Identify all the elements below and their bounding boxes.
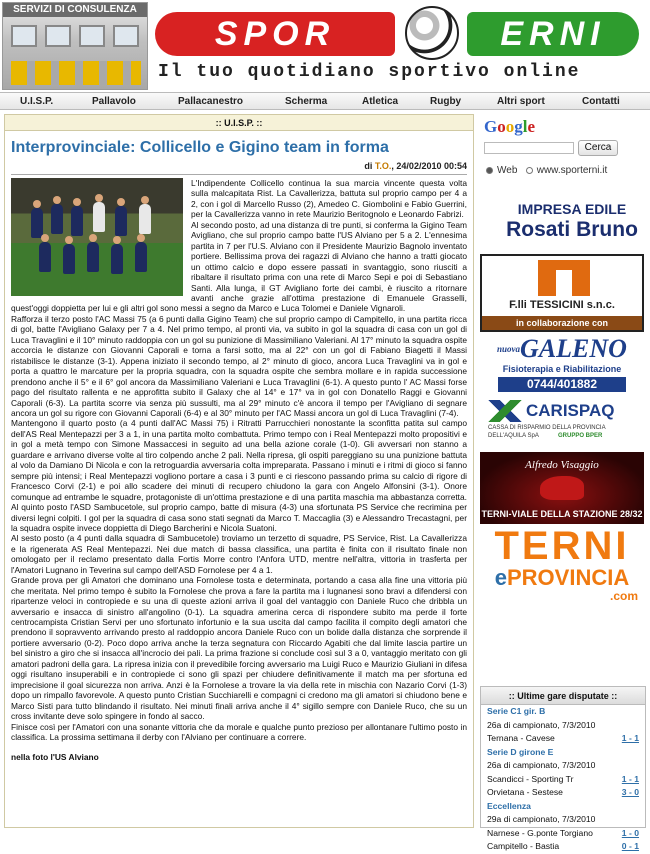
- gare-league: Serie D girone E: [487, 746, 554, 757]
- article-paragraph: Rafforza il terzo posto l'AC Massi 75 (a 6 punti dalla Gigino Team) che sul proprio campo di Campitello, in una partita ricca di gol, batte l'Avigliano Galaxy per 7 a 4. Nel primo tempo, al pronti via, va subito in gol la squadra di casa con un gol di Luca Travaglini e il 10° minuto raddoppia con un gol su punizione di Massimiliano Valeriani. Al 17° minuto la squadra ospite accorcia le distanze con Giovanni Caporali e torna a farsi sotto, ma al 22° con un gol di Fabiano Biagetti il Massi ristabilisce le distanze (3-1). Appena iniziato il secondo tempo, al 2° minuto di gioco, ancora Luca Travaglini va in gol e porta a quattro le marcature per la propria squadra, con la squadra ospite che sembra mollare e in rapida successione prendono anche il 5° e il 6° gol ancora da Massimiliano Valeriani e Luca Travaglini (6-1). A questo punto l' AC Massi forse pago del risultato rallenta e ne approfitta subito il Galaxy che al 14° e 17° va in gol con Donatello Raggi e Giovanni Caporali (6-3). La partita scorre via senza più sussulti, ma al 29° minuto c'è ancora il tempo per l'Avigliano di segnare ancora un gol su rigore con Giovanni Caporali (6-4) e al 30° minuto per l'AC Massi ancora un gol di Luca Travaglini (7-4).: [11, 313, 467, 418]
- radio-site[interactable]: [526, 167, 533, 174]
- gare-match: Orvietana - Sestese 3 - 0: [481, 786, 645, 800]
- section-label: :: U.I.S.P. ::: [5, 115, 473, 131]
- player-shape: [87, 242, 99, 272]
- window-shape: [113, 25, 139, 47]
- article-paragraph: L'Indipendente Collicello continua la sua marcia vincente questa volta sulla malcapitata Rist. La Cavallerizza, battuta sul proprio campo per 4 a 2, con i gol di Marcello Russo (2), Amedeo C. Giombolini e Fabio Guerrini, per la Cavallerizza vanno in rete Maurizio Beritognolo e Leonardo Fabrizi.: [191, 178, 467, 220]
- gare-match: Campitello - Bastia 0 - 1: [481, 840, 645, 854]
- player-shape: [63, 244, 75, 274]
- player-shape: [115, 206, 127, 236]
- ultime-gare-box: [480, 686, 646, 851]
- radio-site-label: www.sporterni.it: [536, 165, 608, 176]
- nav-rugby[interactable]: Rugby: [430, 96, 462, 107]
- ad-visaggio[interactable]: [480, 452, 644, 524]
- window-shape: [11, 25, 37, 47]
- gare-info: 26a di campionato, 7/3/2010: [487, 760, 596, 770]
- ad-tessicini[interactable]: [480, 254, 644, 332]
- sidebar: [478, 112, 648, 851]
- nav-pallacanestro[interactable]: Pallacanestro: [178, 96, 244, 107]
- team-photo: [11, 178, 183, 296]
- ad-tep-line1: TERNI: [494, 524, 630, 568]
- byline-sep: ,: [391, 161, 397, 171]
- article-title: Interprovinciale: Collicello e Gigino team in forma: [11, 139, 389, 156]
- carispaq-logo-icon: [488, 400, 522, 422]
- nav-contatti[interactable]: Contatti: [582, 96, 620, 107]
- search-scope: [486, 164, 607, 178]
- ad-tessicini-bar: in collaborazione con: [482, 316, 642, 330]
- match-score-link[interactable]: 1 - 0: [621, 827, 639, 838]
- google-search-input[interactable]: [484, 142, 574, 154]
- gare-match: Ternana - Cavese 1 - 1: [481, 732, 645, 746]
- radio-web[interactable]: [486, 167, 493, 174]
- ad-galeno-phone: 0744/401882: [498, 377, 626, 392]
- chairs-image: [11, 61, 141, 85]
- ad-carispaq-name: CARISPAQ: [526, 401, 615, 420]
- byline-prefix: di: [364, 161, 373, 171]
- nav-pallavolo[interactable]: Pallavolo: [92, 96, 136, 107]
- nav-uisp[interactable]: U.I.S.P.: [20, 96, 54, 107]
- ad-tessicini-name: F.lli TESSICINI s.n.c.: [509, 299, 615, 311]
- site-header: [0, 0, 650, 92]
- player-shape: [51, 204, 63, 234]
- nav-altri-sport[interactable]: Altri sport: [497, 96, 545, 107]
- window-shape: [79, 25, 105, 47]
- ad-rosati-line2: Rosati Bruno: [506, 218, 638, 241]
- photo-caption: nella foto l'US Alviano: [11, 752, 99, 763]
- match-score-link[interactable]: 3 - 0: [621, 787, 639, 797]
- match-score-link[interactable]: 1 - 1: [621, 733, 639, 743]
- ad-visaggio-name: Alfredo Visaggio: [525, 459, 599, 471]
- player-shape: [135, 242, 147, 272]
- soccer-ball-icon: [405, 6, 459, 60]
- ad-galeno-name: $^{nuova}$GALENO: [497, 334, 627, 363]
- ad-carispaq-sub: CASSA DI RISPARMIO DELLA PROVINCIA DELL'AQUILA SpA: [488, 425, 606, 439]
- logo-right-text: ERNI: [467, 12, 639, 56]
- main-content: [4, 114, 474, 828]
- horse-icon: [540, 476, 584, 500]
- article-paragraph: Finisce così per l'Amatori con una sonante vittoria che da morale e qualche punto prezioso per allontanare l'ultimo posto in classifica. La prossima settimana il derby con l'Alviano per continuare a correre.: [11, 721, 467, 743]
- gare-match: Scandicci - Sporting Tr 1 - 1: [481, 773, 645, 787]
- gare-match: Narnese - G.ponte Torgiano 1 - 0: [481, 827, 645, 841]
- servizi-banner[interactable]: [2, 2, 148, 90]
- gare-league: Eccellenza: [487, 800, 531, 811]
- player-shape: [139, 204, 151, 234]
- player-shape: [39, 242, 51, 272]
- ad-rosati[interactable]: [502, 200, 642, 242]
- gare-title: :: Ultime gare disputate ::: [481, 687, 645, 705]
- ad-carispaq[interactable]: [488, 400, 642, 444]
- ad-galeno[interactable]: [480, 334, 644, 394]
- site-tagline: Il tuo quotidiano sportivo online: [158, 62, 581, 82]
- article-paragraph: Grande prova per gli Amatori che dominano una Fornolese tosta e determinata, portando a casa alla fine una vittoria più che meritata. Nel primo tempo è subito la Fornolese che prova a fare la partita ma i lugnanesi sono bravi a difendersi con ripartenze veloci in contropiede e su una di queste azioni arriva il goal del vantaggio con Daniele Ruco che dribbla un avversario e insacca di sinistro all'angolino (0-1). La squadra amerina cerca di rispondere subito ma perde il forte centrocampista Cristian Servi per uno sfortunato infortunio e la sua uscita dal campo facilita il compito degli amatori che prendono il sopravvento arrivando presto al raddoppio ancora Daniele Ruco con un bolide dalla distanza che sorprende il portiere avversario (0-2). Poco dopo arriva anche la terza segnatura con Riccardo Agabiti che dal limite lascia partire un bel sinistro a giro che si insacca all'incrocio dei pali. La prima frazione si conclude così sul 3 a 0, vantaggio meritato con gli amatori padroni della gara. La ripresa inizia con il prevedibile forcing avversario ma Luigi Ruco e Maurizio Giuliani in difesa oggi risultano insuperabili e in contropiede ci sono gli spazi per chiudere definitivamente il match ma per sfortuna ed imprecisione il goal sicurezza non arriva. Anzi è la Fornolese a trovare la via della rete in mischia con Nazario Corvi (1-3) dopo un rimpallo favorevole. A questo punto Cristian Succhiarelli e compagni ci credono ma gli amatori si chiudono bene e Marco Sisti para tutto blindando il risultato. Nei minuti finali arriva anche il 4° sigillo sempre con Daniele Ruco, che su un cross invitante deve solo spingere in fondo al sacco.: [11, 575, 467, 722]
- gare-info: 29a di campionato, 7/3/2010: [487, 814, 596, 824]
- servizi-label: SERVIZI DI CONSULENZA: [3, 3, 147, 17]
- ad-terni-provincia[interactable]: [480, 524, 644, 603]
- nav-scherma[interactable]: Scherma: [285, 96, 328, 107]
- article-date: 24/02/2010 00:54: [396, 161, 467, 171]
- radio-web-label: Web: [497, 165, 518, 176]
- tessicini-logo-icon: [538, 260, 590, 296]
- nav-atletica[interactable]: Atletica: [362, 96, 399, 107]
- ad-tep-com: .com: [609, 589, 638, 603]
- site-logo[interactable]: [155, 12, 640, 56]
- gare-league: Serie C1 gir. B: [487, 706, 546, 716]
- article-paragraph: Al secondo posto, ad una distanza di tre punti, si conferma la Gigino Team Avigliano, che sul proprio campo batte l'US Alviano per 5 a 2. L'ennesima partita in 7 per l'U.S. Alviano con il Presidente Maurizio Bagnolo inventato portiere. Bellissima prova dei ragazzi di Alviano che hanno a tratti giocato un ottimo calcio e dopo essere passati in svantaggio, sono riusciti a ribaltare il risultato prima con una rete di Marco Sepi e poi di Sebastiano Santi. Alla lunga, il GT Avigliano forte dei cambi, è riuscito a ritornare avanti anche grazie all'ottima prestazione di Emanuele Grasselli, quest'oggi doppietta per lui e gli altri gol sono messi a segno da Marco e Luca Tolomei e Daniele Vignaroli.: [11, 219, 467, 314]
- logo-left-text: SPOR: [155, 12, 395, 56]
- ad-carispaq-group: GRUPPO BPER: [558, 433, 603, 439]
- player-shape: [111, 244, 123, 274]
- match-score-link[interactable]: 0 - 1: [621, 841, 639, 851]
- ad-visaggio-addr: TERNI-VIALE DELLA STAZIONE 28/32: [481, 509, 643, 519]
- player-shape: [31, 208, 43, 238]
- player-shape: [71, 206, 83, 236]
- gare-info: 26a di campionato, 7/3/2010: [487, 719, 596, 730]
- main-nav: [0, 92, 650, 110]
- article-paragraph: Mantengono il quarto posto (a 4 punti dall'AC Massi 75) i Ritratti Parrucchieri nonostante la sconfitta patita sul campo dell'AS Real Mentepazzi per 3 a 1, in una partita molto combattuta. Primo tempo con i Real Mentepazzi molto propositivi e in gol a metà tempo con Simone Massaccesi in seguito ad una bella azione corale (1-0). Gli avversari non stanno a guardare e arrivano diverse volte al tiro colpendo anche 2 pali. Nella ripresa, gli ospiti pareggiano su una punizione battuta al volo da Damiano Di Nicola e con la retroguardia avversaria colta impreparata. Passano i minuti e i ritmi di gioco si fanno sempre più intensi; i Real Mentepazzi vogliono portare a casa i 3 punti e ci riescono passando prima su calcio di rigore di Francesco Corvi (2-1) e poi allo scadere dei minuti di recupero chiudono la gara con Angelo Alfonsini (3-1). Onore comunque ad entrambe le squadre, protagoniste di un'ottima prestazione e di una partita maschia ma abbastanza corretta. Al quinto posto l'ASD Sambucetole, sul proprio campo, batte di misura (4-3) una sfortunata PS Service che recrimina per diversi legni colpiti. I gol per la squadra di casa sono stati segnati da Marco T. Maccaglia (3) e Alessandro Trecastagni, per la squadra ospite invece doppietta di Diego Barcherini e Nicola Suatoni.: [11, 418, 467, 533]
- cerca-button[interactable]: Cerca: [578, 140, 618, 156]
- author-link[interactable]: T.O.: [374, 161, 392, 171]
- google-logo: Google: [484, 117, 536, 136]
- window-shape: [45, 25, 71, 47]
- match-score-link[interactable]: 1 - 1: [621, 773, 639, 784]
- article-paragraph: Al sesto posto (a 4 punti dalla squadra di Sambucetole) troviamo un terzetto di squadre, PS Service, Rist. La Cavallerizza e la rigenerata AS Real Mentepazzi. Nei due match di bassa classifica, una partita è finita con il risultato finale non omologato per il reclamo presentato dalla Fortis Morre contro l'Anfora UTD, mentre nell'altra, vittoria in trasferta per l'Amatori Lugnano in Teverina sul campo dell'ASD Fornolese per 4 a 1.: [11, 533, 467, 575]
- ad-tep-line2: ePROVINCIA: [494, 565, 630, 590]
- article-body: [5, 175, 473, 763]
- ad-galeno-sub: Fisioterapia e Riabilitazione: [502, 364, 622, 374]
- article-byline: [11, 160, 467, 175]
- ad-rosati-line1: IMPRESA EDILE: [517, 201, 627, 217]
- player-shape: [93, 202, 105, 232]
